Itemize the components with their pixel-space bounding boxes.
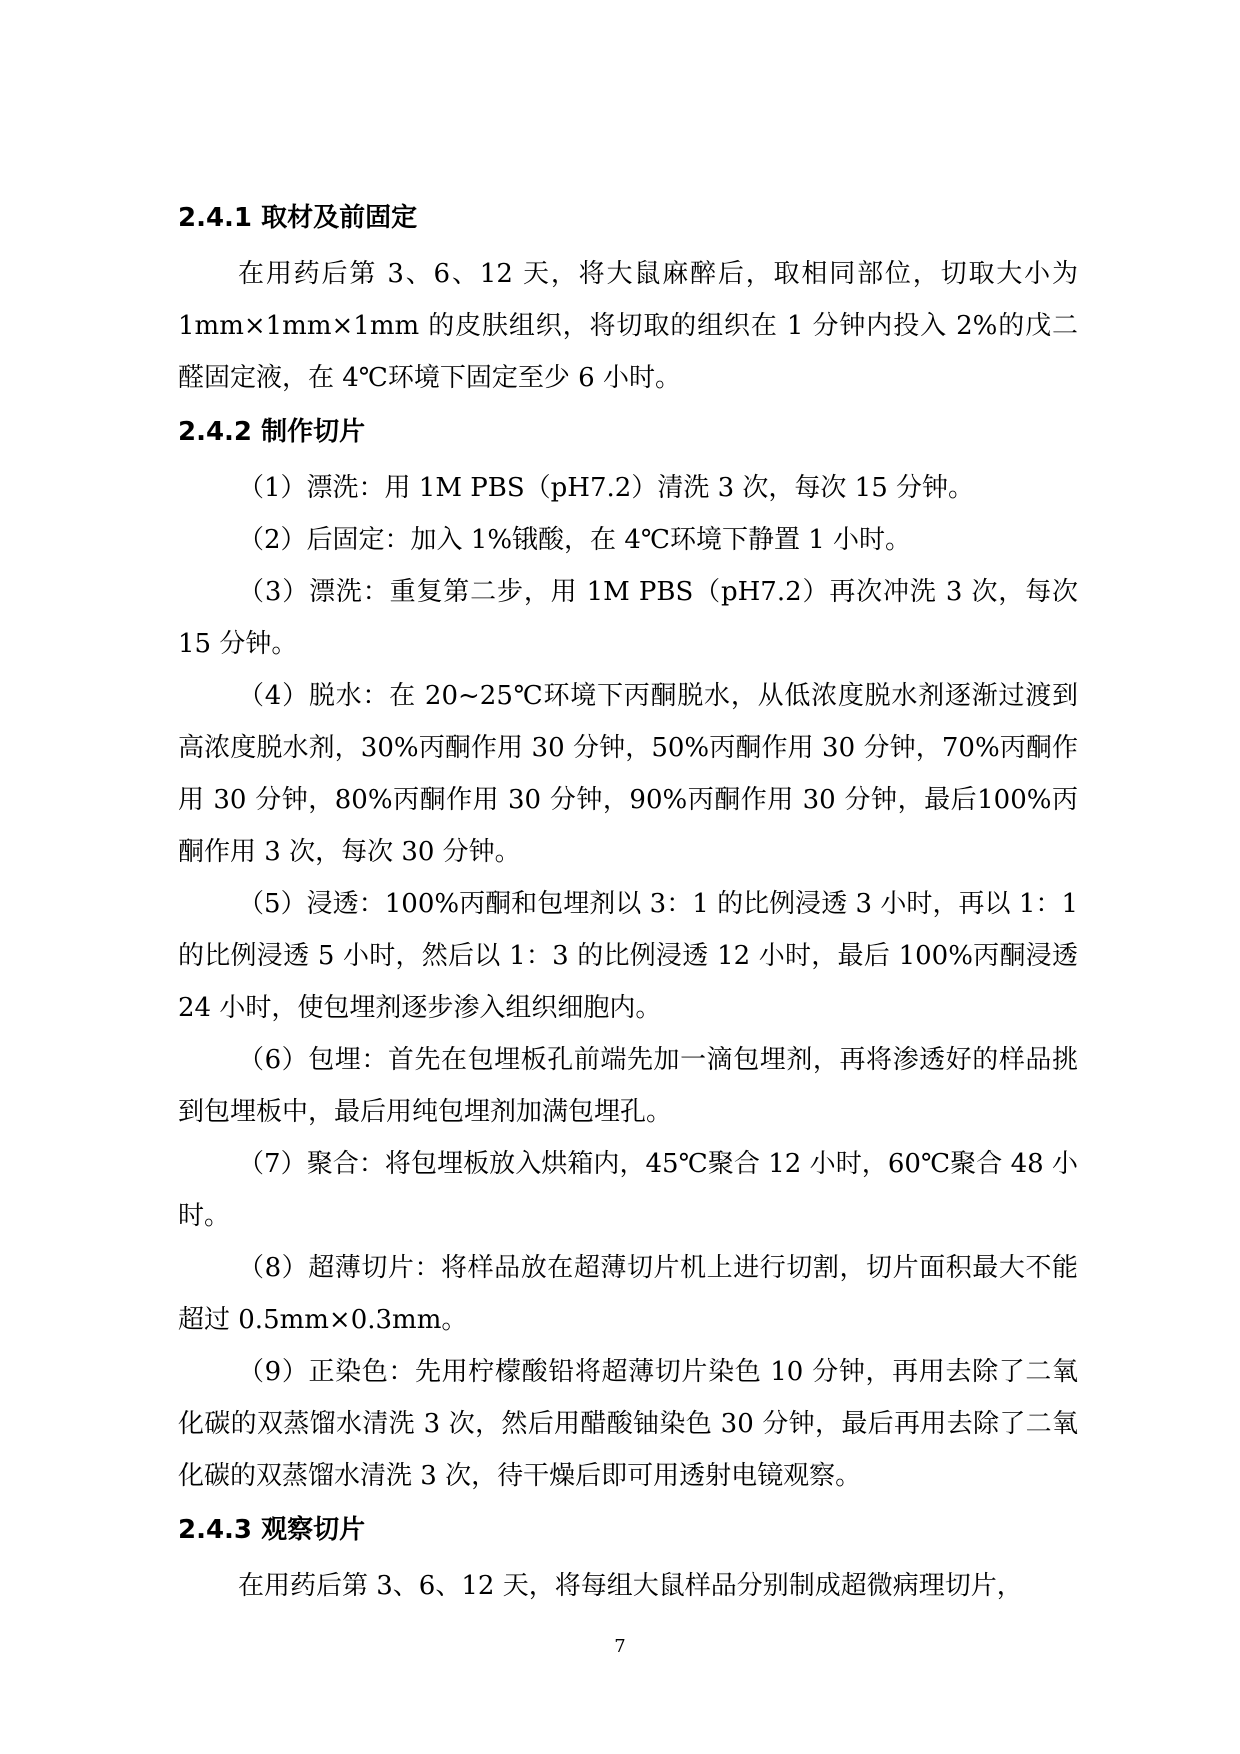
paragraph-step-5: （5）浸透：100%丙酮和包埋剂以 3：1 的比例浸透 3 小时，再以 1：1 的比例浸透 5 小时，然后以 1：3 的比例浸透 12 小时，最后 100%丙酮浸透 24 小时，使包埋剂逐步渗入组织细胞内。 bbox=[178, 889, 1078, 1023]
document-body bbox=[178, 190, 1078, 1612]
paragraph-step-7: （7）聚合：将包埋板放入烘箱内，45℃聚合 12 小时，60℃聚合 48 小时。 bbox=[178, 1149, 1078, 1231]
paragraph-step-4: （4）脱水：在 20~25℃环境下丙酮脱水，从低浓度脱水剂逐渐过渡到高浓度脱水剂，30%丙酮作用 30 分钟，50%丙酮作用 30 分钟，70%丙酮作用 30 分钟，80%丙酮作用 30 分钟，90%丙酮作用 30 分钟，最后100%丙酮作用 3 次，每次 30 分钟。 bbox=[178, 681, 1078, 867]
section-heading: 2.4.3 观察切片 bbox=[178, 1515, 366, 1545]
paragraph-step-8: （8）超薄切片：将样品放在超薄切片机上进行切割，切片面积最大不能超过 0.5mm×0.3mm。 bbox=[178, 1253, 1078, 1335]
paragraph-step-3: （3）漂洗：重复第二步，用 1M PBS（pH7.2）再次冲洗 3 次，每次 15 分钟。 bbox=[178, 577, 1078, 659]
paragraph-step-9: （9）正染色：先用柠檬酸铅将超薄切片染色 10 分钟，再用去除了二氧化碳的双蒸馏水清洗 3 次，然后用醋酸铀染色 30 分钟，最后再用去除了二氧化碳的双蒸馏水清洗 3 次，待干燥后即可用透射电镜观察。 bbox=[178, 1357, 1078, 1491]
section-2-4-2 bbox=[178, 410, 1078, 1502]
section-2-4-1 bbox=[178, 196, 1078, 404]
paragraph: 在用药后第 3、6、12 天，将每组大鼠样品分别制成超微病理切片， bbox=[238, 1571, 1023, 1601]
paragraph-step-6: （6）包埋：首先在包埋板孔前端先加一滴包埋剂，再将渗透好的样品挑到包埋板中，最后用纯包埋剂加满包埋孔。 bbox=[178, 1045, 1078, 1127]
section-2-4-3 bbox=[178, 1508, 1078, 1612]
paragraph: 在用药后第 3、6、12 天，将大鼠麻醉后，取相同部位，切取大小为 1mm×1mm×1mm 的皮肤组织，将切取的组织在 1 分钟内投入 2%的戊二醛固定液，在 4℃环境下固定至少 6 小时。 bbox=[178, 259, 1078, 393]
page-number: 7 bbox=[614, 1636, 626, 1657]
paragraph-step-2: （2）后固定：加入 1%锇酸，在 4℃环境下静置 1 小时。 bbox=[238, 525, 912, 555]
paragraph-step-1: （1）漂洗：用 1M PBS（pH7.2）清洗 3 次，每次 15 分钟。 bbox=[238, 473, 974, 503]
section-heading: 2.4.2 制作切片 bbox=[178, 417, 366, 447]
section-heading: 2.4.1 取材及前固定 bbox=[178, 203, 418, 233]
